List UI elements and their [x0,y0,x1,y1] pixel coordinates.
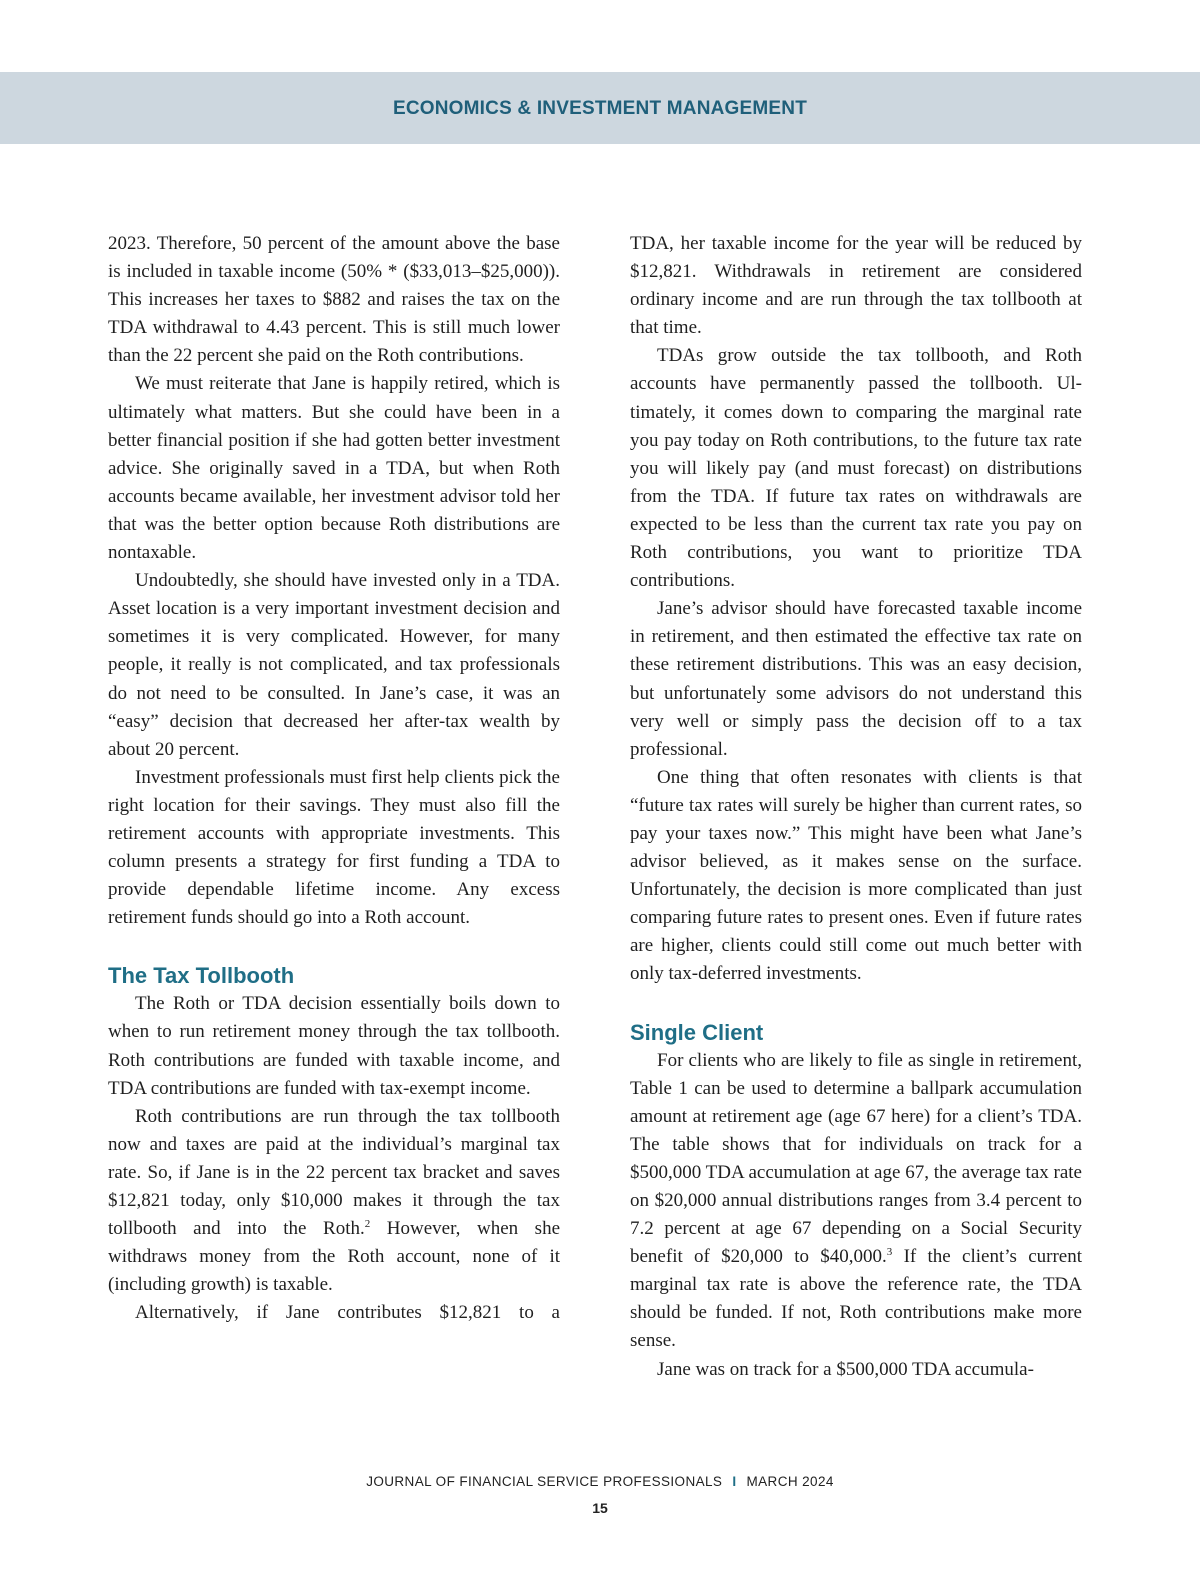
paragraph: Alternatively, if Jane contributes $12,821 to a [135,1302,560,1324]
page-number: 15 [592,1500,608,1516]
paragraph-text: Roth contributions are run through the tax tollbooth now and taxes are paid at the individual’s marginal tax rate. So, if Jane is in the 22 percent tax bracket and saves $12,821 today, only $10,000 makes it through the tax tollbooth and into the Roth. [108,1105,560,1240]
journal-name: JOURNAL OF FINANCIAL SERVICE PROFESSIONALS [366,1474,723,1489]
section-heading: The Tax Tollbooth [108,963,295,989]
paragraph: One thing that often resonates with clients is that “future tax rates will surely be higher than current rates, so pay your taxes now.” This might have been what Jane’s advisor believed, as it makes sense on the surface. Unfortunately, the decision is more complicated than just comparing future rates to present ones. Even if future rates are higher, clients could still come out much better with only tax-deferred investments. [630,766,1082,985]
section-title: ECONOMICS & INVESTMENT MANAGEMENT [392,98,808,119]
paragraph-with-footnote [630,1047,1082,1356]
paragraph: Jane’s advisor should have forecasted taxable income in retirement, and then estimated the effective tax rate on these retirement distributions. This was an easy decision, but unfortunately some advisors do not understand this very well or simply pass the decision off to a tax professional. [630,598,1082,760]
paragraph: 2023. Therefore, 50 percent of the amount above the base is included in taxable income (50% * ($33,013–$25,000)). This increases her taxes to $882 and raises the tax on the TDA withdrawal to 4.43 percent. This is still much lower than the 22 percent she paid on the Roth contributions. [108,233,560,367]
page-footer [0,1474,1200,1489]
paragraph: Investment professionals must first help clients pick the right location for their savings. They must also fill the retirement accounts with appropriate investments. This column presents a strategy for first funding a TDA to provide dependable lifetime income. Any excess retirement funds should go into a Roth account. [108,766,560,929]
section-heading: Single Client [630,1019,764,1045]
footer-separator: I [732,1474,737,1489]
right-column [630,230,1082,1384]
paragraph-with-footnote [108,1103,560,1300]
paragraph: Jane was on track for a $500,000 TDA accumula- [657,1358,1034,1380]
footnote-marker: 2 [364,1218,371,1231]
paragraph: TDA, her taxable income for the year will be reduced by $12,821. Withdrawals in retirement are considered ordinary income and are run through the tax tollbooth at that time. [630,233,1082,339]
paragraph-text: However, when she withdraws money from the Roth account, none of it (including growth) is taxable. [108,1218,561,1296]
paragraph: We must reiterate that Jane is happily retired, which is ultimately what matters. But she could have been in a better financial position if she had gotten better investment advice. She originally saved in a TDA, but when Roth accounts became available, her investment advisor told her that was the better option because Roth distributions are nontaxable. [108,373,560,564]
section-banner [0,72,1200,144]
footnote-marker: 3 [886,1246,893,1259]
paragraph-text: For clients who are likely to file as single in retirement, Table 1 can be used to determine a ballpark accumulation amount at retirement age (age 67 here) for a client’s TDA. The table shows that for individuals on track for a $500,000 TDA accumulation at age 67, the average tax rate on $20,000 annual distributions ranges from 3.4 percent to 7.2 percent at age 67 depending on a Social Security benefit of $20,000 to $40,000. [630,1049,1082,1268]
paragraph: The Roth or TDA decision essentially boils down to when to run retirement money through the tax tollbooth. Roth contributions are funded with taxable income, and TDA contributions are funded with tax-exempt income. [108,993,560,1099]
paragraph: TDAs grow outside the tax tollbooth, and Roth accounts have permanently passed the tollbooth. Ultimately, it comes down to comparing the marginal rate you pay today on Roth contributions, to the future tax rate you will likely pay (and must forecast) on distributions from the TDA. If future tax rates on withdrawals are expected to be less than the current tax rate you pay on Roth contributions, you want to prioritize TDA contributions. [630,345,1082,592]
left-column [108,230,560,1327]
issue-date: MARCH 2024 [746,1474,834,1489]
paragraph-text: If the client’s current marginal tax rate is above the reference rate, the TDA should be funded. If not, Roth contributions make more sense. [630,1246,1082,1352]
paragraph: Undoubtedly, she should have invested only in a TDA. Asset location is a very important investment decision and sometimes it is very complicated. However, for many people, it really is not complicated, and tax professionals do not need to be consulted. In Jane’s case, it was an “easy” decision that decreased her after-tax wealth by about 20 percent. [108,570,560,760]
